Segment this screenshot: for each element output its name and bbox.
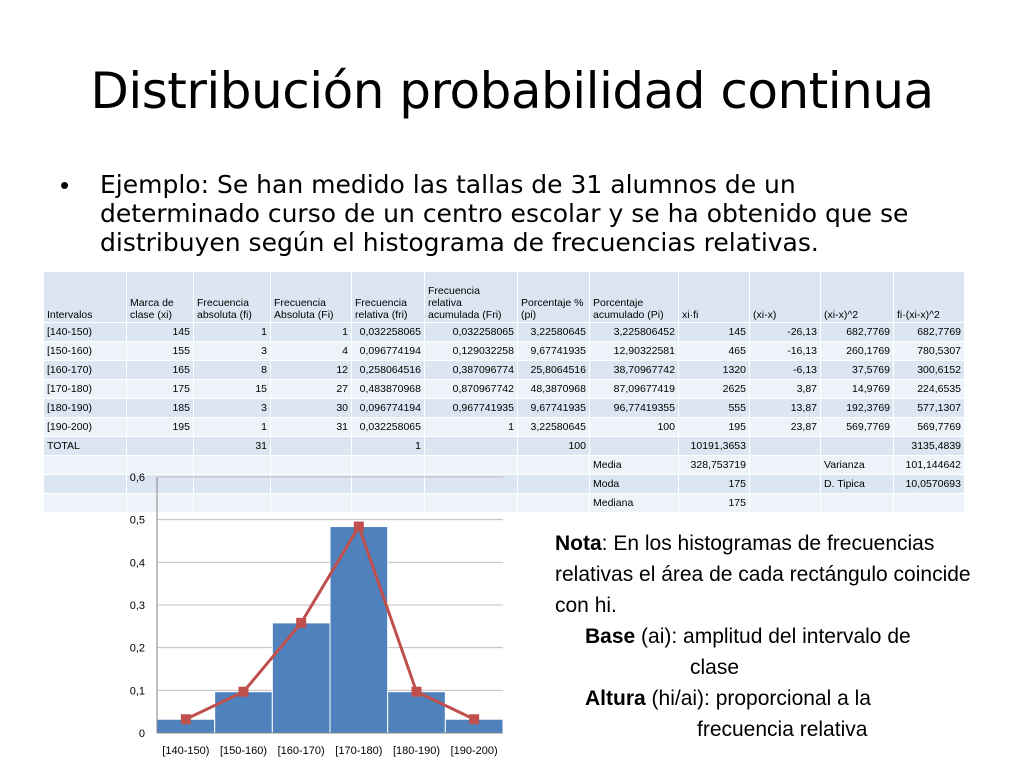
line-marker: [412, 687, 422, 697]
table-row: [44, 418, 965, 437]
header-cell: fi·(xi-x)^2: [894, 272, 965, 323]
table-cell: 12: [271, 361, 352, 380]
bullet-text: Ejemplo: Se han medido las tallas de 31 alumnos de un determinado curso de un centro escolar y se ha obtenido que se distribuyen según el histograma de frecuencias relativas.: [100, 170, 909, 257]
stats-cell: [750, 494, 821, 513]
table-cell: 0,258064516: [352, 361, 425, 380]
total-cell: TOTAL: [44, 437, 127, 456]
table-cell: 260,1769: [821, 342, 894, 361]
table-cell: 0,032258065: [352, 418, 425, 437]
header-cell: xi·fi: [679, 272, 750, 323]
table-cell: 3,22580645: [518, 323, 590, 342]
table-cell: 96,77419355: [590, 399, 679, 418]
table-cell: 185: [127, 399, 194, 418]
note-altura-line: [555, 683, 995, 714]
table-cell: 2625: [679, 380, 750, 399]
histogram-bar: [272, 623, 330, 733]
line-marker: [239, 687, 249, 697]
x-tick-label: [150-160): [219, 745, 268, 757]
table-cell: 0,387096774: [425, 361, 518, 380]
stats-cell: Media: [590, 456, 679, 475]
header-cell: Porcentaje acumulado (Pi): [590, 272, 679, 323]
table-cell: [140-150): [44, 323, 127, 342]
note-altura-cont: frecuencia relativa: [697, 718, 868, 741]
x-tick-label: [190-200): [450, 745, 498, 757]
table-cell: 37,5769: [821, 361, 894, 380]
table-cell: 3,22580645: [518, 418, 590, 437]
table-cell: 48,3870968: [518, 380, 590, 399]
table-cell: 0,096774194: [352, 342, 425, 361]
stats-cell: [518, 494, 590, 513]
total-cell: 1: [352, 437, 425, 456]
stats-cell: Mediana: [590, 494, 679, 513]
table-cell: 175: [127, 380, 194, 399]
table-cell: 0,870967742: [425, 380, 518, 399]
table-cell: [180-190): [44, 399, 127, 418]
table-cell: 3,225806452: [590, 323, 679, 342]
table-cell: 577,1307: [894, 399, 965, 418]
note-altura-label: Altura: [585, 687, 646, 710]
stats-cell: Moda: [590, 475, 679, 494]
table-cell: 0,032258065: [352, 323, 425, 342]
table-cell: 3,87: [750, 380, 821, 399]
table-row: [44, 342, 965, 361]
x-tick-label: [180-190): [392, 745, 441, 757]
table-cell: 569,7769: [894, 418, 965, 437]
y-tick-label: 0,3: [129, 600, 145, 612]
stats-cell: [518, 456, 590, 475]
table-cell: 224,6535: [894, 380, 965, 399]
table-cell: 195: [127, 418, 194, 437]
table-cell: 569,7769: [821, 418, 894, 437]
x-tick-label: [170-180): [335, 745, 383, 757]
note-base-cont: clase: [690, 656, 740, 679]
total-cell: [821, 437, 894, 456]
stats-cell: [750, 475, 821, 494]
table-cell: 3: [194, 399, 271, 418]
table-header-row: [44, 272, 965, 323]
note-paragraph: [555, 528, 995, 621]
note-base-line: [555, 621, 995, 652]
y-tick-label: 0,4: [129, 557, 145, 570]
total-cell: [271, 437, 352, 456]
table-cell: 27: [271, 380, 352, 399]
table-cell: 1: [271, 323, 352, 342]
table-cell: 100: [590, 418, 679, 437]
table-cell: [170-180): [44, 380, 127, 399]
table-cell: 3: [194, 342, 271, 361]
table-row: [44, 380, 965, 399]
stats-cell: [821, 494, 894, 513]
header-cell: Frecuencia Absoluta (Fi): [271, 272, 352, 323]
header-cell: Frecuencia relativa acumulada (Fri): [425, 272, 518, 323]
table-cell: 165: [127, 361, 194, 380]
table-cell: 12,90322581: [590, 342, 679, 361]
total-cell: 100: [518, 437, 590, 456]
total-cell: 10191,3653: [679, 437, 750, 456]
stats-cell: 101,144642: [894, 456, 965, 475]
table-row: [44, 361, 965, 380]
stats-cell: [518, 475, 590, 494]
table-cell: 9,67741935: [518, 399, 590, 418]
table-row: [44, 323, 965, 342]
header-cell: Frecuencia absoluta (fi): [194, 272, 271, 323]
histogram-bar: [215, 692, 273, 733]
table-cell: [190-200): [44, 418, 127, 437]
total-cell: [127, 437, 194, 456]
table-cell: 0,096774194: [352, 399, 425, 418]
total-cell: 3135,4839: [894, 437, 965, 456]
header-cell: (xi-x): [750, 272, 821, 323]
line-marker: [469, 714, 479, 724]
total-cell: [750, 437, 821, 456]
table-cell: 555: [679, 399, 750, 418]
table-cell: [150-160): [44, 342, 127, 361]
total-cell: [425, 437, 518, 456]
stats-cell: [894, 494, 965, 513]
y-tick-label: 0,2: [129, 642, 145, 655]
x-tick-label: [160-170): [277, 745, 325, 757]
table-cell: 87,09677419: [590, 380, 679, 399]
table-cell: 13,87: [750, 399, 821, 418]
total-cell: [590, 437, 679, 456]
line-marker: [181, 714, 191, 724]
table-cell: 1320: [679, 361, 750, 380]
table-cell: 8: [194, 361, 271, 380]
table-cell: 155: [127, 342, 194, 361]
table-cell: 0,967741935: [425, 399, 518, 418]
total-row: [44, 437, 965, 456]
y-tick-label: 0,5: [129, 514, 145, 527]
stats-cell: 10,0570693: [894, 475, 965, 494]
stats-cell: 175: [679, 494, 750, 513]
table-cell: 0,032258065: [425, 323, 518, 342]
table-cell: -26,13: [750, 323, 821, 342]
table-cell: 1: [425, 418, 518, 437]
table-cell: [160-170): [44, 361, 127, 380]
stats-cell: 175: [679, 475, 750, 494]
table-cell: 145: [679, 323, 750, 342]
header-cell: (xi-x)^2: [821, 272, 894, 323]
table-cell: 465: [679, 342, 750, 361]
stats-cell: Varianza: [821, 456, 894, 475]
header-cell: Frecuencia relativa (fri): [352, 272, 425, 323]
table-cell: 9,67741935: [518, 342, 590, 361]
stats-cell: 328,753719: [679, 456, 750, 475]
note-label: Nota: [555, 532, 602, 555]
table-cell: 4: [271, 342, 352, 361]
table-cell: 145: [127, 323, 194, 342]
table-row: [44, 399, 965, 418]
note-base-label: Base: [585, 625, 636, 648]
y-tick-label: 0,1: [129, 685, 145, 698]
note-box: [555, 528, 995, 745]
table-cell: 780,5307: [894, 342, 965, 361]
total-cell: 31: [194, 437, 271, 456]
y-tick-label: 0: [138, 728, 145, 740]
table-cell: 300,6152: [894, 361, 965, 380]
table-cell: -16,13: [750, 342, 821, 361]
table-cell: -6,13: [750, 361, 821, 380]
table-cell: 1: [194, 418, 271, 437]
table-cell: 31: [271, 418, 352, 437]
histogram-chart: [100, 468, 520, 769]
table-cell: 15: [194, 380, 271, 399]
table-cell: 0,129032258: [425, 342, 518, 361]
table-cell: 25,8064516: [518, 361, 590, 380]
histogram-bar: [388, 692, 446, 733]
table-cell: 23,87: [750, 418, 821, 437]
header-cell: Intervalos: [44, 272, 127, 323]
note-text: : En los histogramas de frecuencias relativas el área de cada rectángulo coincide con hi.: [555, 532, 971, 617]
stats-cell: [750, 456, 821, 475]
bullet-marker: •: [60, 170, 70, 200]
note-base-text: (ai): amplitud del intervalo de: [635, 625, 911, 648]
x-tick-label: [140-150): [162, 745, 210, 757]
table-cell: 682,7769: [821, 323, 894, 342]
table-cell: 682,7769: [894, 323, 965, 342]
y-tick-label: 0,6: [129, 472, 145, 484]
table-cell: 30: [271, 399, 352, 418]
slide-title: Distribución probabilidad continua: [90, 62, 934, 120]
table-cell: 0,483870968: [352, 380, 425, 399]
table-cell: 14,9769: [821, 380, 894, 399]
histogram-svg: [100, 468, 520, 764]
header-cell: Porcentaje % (pi): [518, 272, 590, 323]
line-marker: [296, 618, 306, 628]
line-marker: [354, 522, 364, 532]
stats-cell: D. Tipica: [821, 475, 894, 494]
table-cell: 1: [194, 323, 271, 342]
table-cell: 192,3769: [821, 399, 894, 418]
table-cell: 195: [679, 418, 750, 437]
note-altura-text: (hi/ai): proporcional a la: [645, 687, 871, 710]
table-cell: 38,70967742: [590, 361, 679, 380]
header-cell: Marca de clase (xi): [127, 272, 194, 323]
